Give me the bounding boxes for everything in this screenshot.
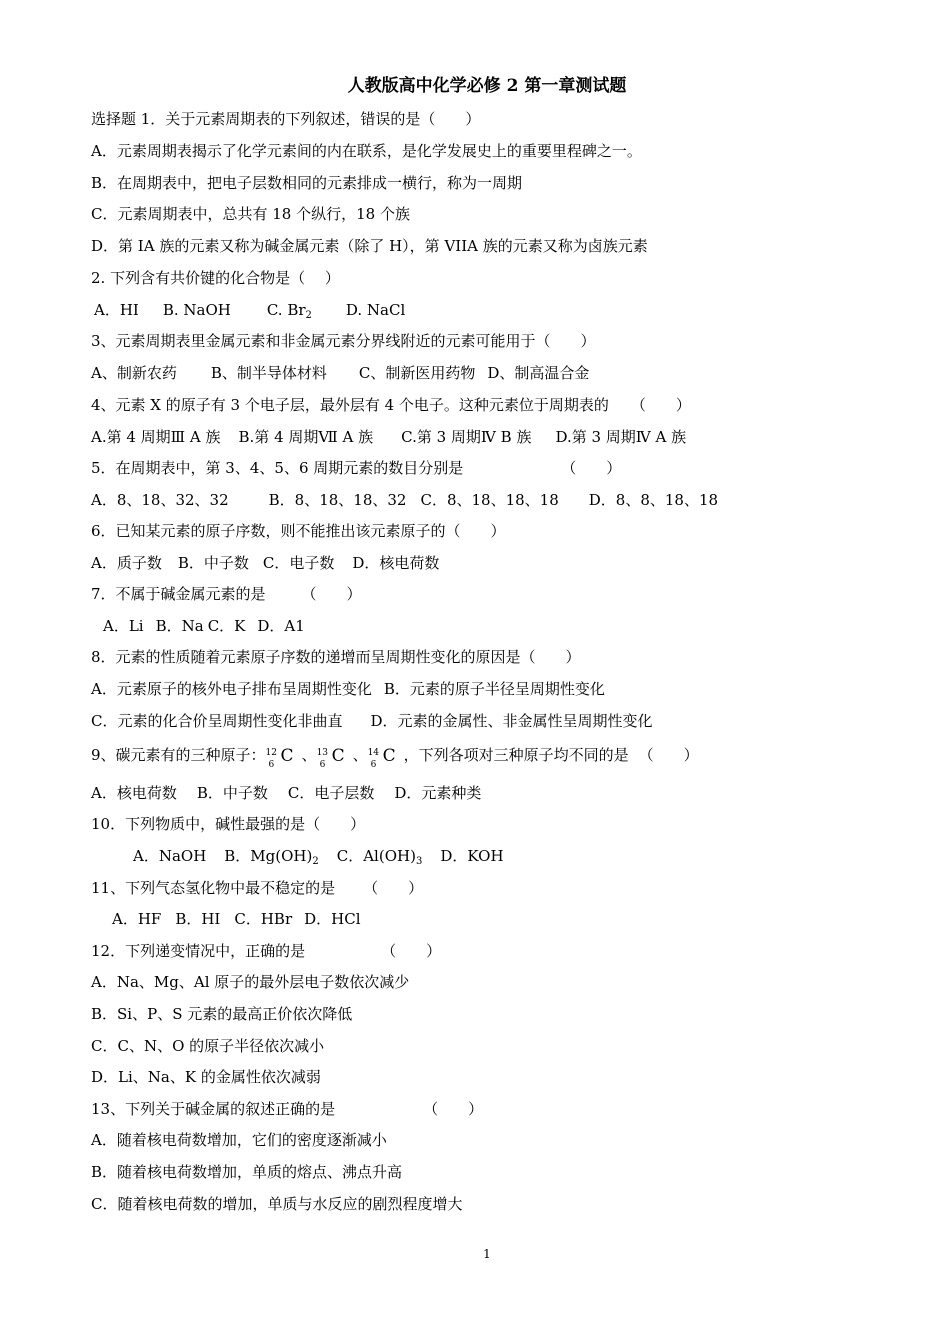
- q9-stem-post: ，下列各项对三种原子均不同的是: [403, 746, 629, 764]
- q8-option-a: A．元素原子的核外电子排布呈周期性变化: [91, 680, 372, 698]
- q4-answer-paren: （ ）: [630, 396, 691, 414]
- q9-stem-line: 9、碳元素有的三种原子： 12 6 C 、 13 6 C 、 14 6 C ，下列各项对三种原子均不同的是 （ ）: [91, 746, 699, 770]
- q11-option-a: A．HF: [112, 910, 162, 928]
- q7-option-a: A．Li: [103, 617, 144, 635]
- q13-option-c: C．随着核电荷数的增加，单质与水反应的剧烈程度增大: [91, 1195, 463, 1213]
- q13-stem: 13、下列关于碱金属的叙述正确的是: [91, 1100, 336, 1118]
- q9-option-a: A．核电荷数: [91, 784, 177, 802]
- q2-option-a: A．HI: [94, 301, 139, 319]
- q7-option-c: C．K: [207, 617, 246, 635]
- q1-option-a: A．元素周期表揭示了化学元素间的内在联系，是化学发展史上的重要里程碑之一。: [91, 142, 642, 160]
- q6-options: [91, 552, 439, 574]
- q11-options: [91, 908, 361, 930]
- q3-option-a: A、制新农药: [91, 364, 177, 382]
- q1-option-b: B．在周期表中，把电子层数相同的元素排成一横行，称为一周期: [91, 174, 523, 192]
- isotope-c14: 14 6 C: [367, 746, 396, 770]
- q5-option-b: B．8、18、18、32: [268, 491, 407, 509]
- q11-answer-paren: （ ）: [363, 879, 424, 897]
- q12-option-a: A．Na、Mg、Al 原子的最外层电子数依次减少: [91, 973, 410, 991]
- q6-option-c: C．电子数: [262, 554, 335, 572]
- q11-option-d: D．HCl: [304, 910, 361, 928]
- q3-stem: 3、元素周期表里金属元素和非金属元素分界线附近的元素可能用于（ ）: [91, 332, 596, 350]
- q7-stem: 7．不属于碱金属元素的是: [91, 585, 266, 603]
- q4-option-b: B.第 4 周期Ⅶ A 族: [238, 428, 374, 446]
- page-number: 1: [483, 1247, 491, 1261]
- q11-option-c: C．HBr: [234, 910, 293, 928]
- q9-option-b: B．中子数: [196, 784, 268, 802]
- q13-option-a: A．随着核电荷数增加，它们的密度逐渐减小: [91, 1131, 387, 1149]
- q12-option-d: D．Li、Na、K 的金属性依次减弱: [91, 1068, 321, 1086]
- q13-answer-paren: （ ）: [423, 1100, 484, 1118]
- q5-stem: 5．在周期表中，第 3、4、5、6 周期元素的数目分别是: [91, 459, 464, 477]
- q7-option-b: B．Na: [155, 617, 204, 635]
- q5-option-d: D．8、8、18、18: [588, 491, 719, 509]
- q5-answer-paren: （ ）: [561, 459, 622, 477]
- q8-option-b: B．元素的原子半径呈周期性变化: [383, 680, 605, 698]
- q8-option-c: C．元素的化合价呈周期性变化非曲直: [91, 712, 343, 730]
- q10-option-b: B．$Mg(OH)_2$: [224, 847, 319, 867]
- q10-option-d: D．KOH: [440, 847, 504, 865]
- q13-stem-line: [91, 1098, 483, 1120]
- q2-option-d: D. NaCl: [345, 301, 406, 319]
- q7-stem-line: [91, 583, 362, 605]
- q7-options: [91, 615, 305, 637]
- q11-stem-line: [91, 877, 423, 899]
- q8-options-ab: [91, 678, 605, 700]
- q4-stem: 4、元素 X 的原子有 3 个电子层，最外层有 4 个电子。这种元素位于周期表的: [91, 396, 609, 414]
- q1-stem: 选择题 1．关于元素周期表的下列叙述，错误的是（ ）: [91, 110, 481, 128]
- q2-option-b: B. NaOH: [162, 301, 231, 319]
- q8-stem: 8．元素的性质随着元素原子序数的递增而呈周期性变化的原因是（ ）: [91, 648, 581, 666]
- q12-answer-paren: （ ）: [381, 942, 442, 960]
- q10-option-c: C．$Al(OH)_3$: [336, 847, 423, 867]
- q6-option-b: B．中子数: [177, 554, 249, 572]
- q8-option-d: D．元素的金属性、非金属性呈周期性变化: [370, 712, 653, 730]
- q12-stem-line: [91, 940, 441, 962]
- q6-option-d: D．核电荷数: [352, 554, 440, 572]
- q13-option-b: B．随着核电荷数增加，单质的熔点、沸点升高: [91, 1163, 403, 1181]
- isotope-c12: 12 6 C: [265, 746, 294, 770]
- q7-answer-paren: （ ）: [301, 585, 362, 603]
- q3-option-b: B、制半导体材料: [210, 364, 327, 382]
- q5-option-c: C．8、18、18、18: [420, 491, 559, 509]
- q9-answer-paren: （ ）: [638, 746, 699, 764]
- q3-option-d: D、制高温合金: [487, 364, 590, 382]
- q4-stem-line: [91, 394, 691, 416]
- q4-option-a: A.第 4 周期Ⅲ A 族: [91, 428, 221, 446]
- q4-options: [91, 426, 686, 448]
- q12-option-b: B．Si、P、S 元素的最高正价依次降低: [91, 1005, 353, 1023]
- q6-stem: 6．已知某元素的原子序数，则不能推出该元素原子的（ ）: [91, 522, 506, 540]
- q11-option-b: B．HI: [175, 910, 221, 928]
- q1-option-d: D．第 IA 族的元素又称为碱金属元素（除了 H），第 VIIA 族的元素又称为卤族元素: [91, 237, 648, 255]
- q7-option-d: D．A1: [257, 617, 305, 635]
- q10-stem: 10．下列物质中，碱性最强的是（ ）: [91, 815, 366, 833]
- q9-option-c: C．电子层数: [287, 784, 375, 802]
- q4-option-d: D.第 3 周期Ⅳ A 族: [555, 428, 687, 446]
- q11-stem: 11、下列气态氢化物中最不稳定的是: [91, 879, 336, 897]
- q9-options: [91, 782, 481, 804]
- q9-option-d: D．元素种类: [394, 784, 482, 802]
- q5-option-a: A．8、18、32、32: [91, 491, 229, 509]
- q1-option-c: C．元素周期表中，总共有 18 个纵行，18 个族: [91, 205, 410, 223]
- q5-stem-line: [91, 457, 621, 479]
- q2-options: [91, 299, 405, 327]
- q3-options: [91, 362, 589, 384]
- q2-stem: 2. 下列含有共价键的化合物是（ ）: [91, 269, 340, 287]
- q2-option-c: C. $Br_2$: [266, 301, 312, 321]
- q6-option-a: A．质子数: [91, 554, 162, 572]
- isotope-c13: 13 6 C: [316, 746, 345, 770]
- q8-options-cd: [91, 710, 653, 732]
- q10-options: [91, 845, 504, 873]
- q12-option-c: C．C、N、O 的原子半径依次减小: [91, 1037, 325, 1055]
- document-title: 人教版高中化学必修 2 第一章测试题: [347, 76, 627, 96]
- q10-option-a: A．NaOH: [133, 847, 207, 865]
- q12-stem: 12．下列递变情况中，正确的是: [91, 942, 306, 960]
- q4-option-c: C.第 3 周期Ⅳ B 族: [401, 428, 532, 446]
- q9-stem-pre: 9、碳元素有的三种原子：: [91, 746, 266, 764]
- q5-options: [91, 489, 718, 511]
- q3-option-c: C、制新医用药物: [358, 364, 476, 382]
